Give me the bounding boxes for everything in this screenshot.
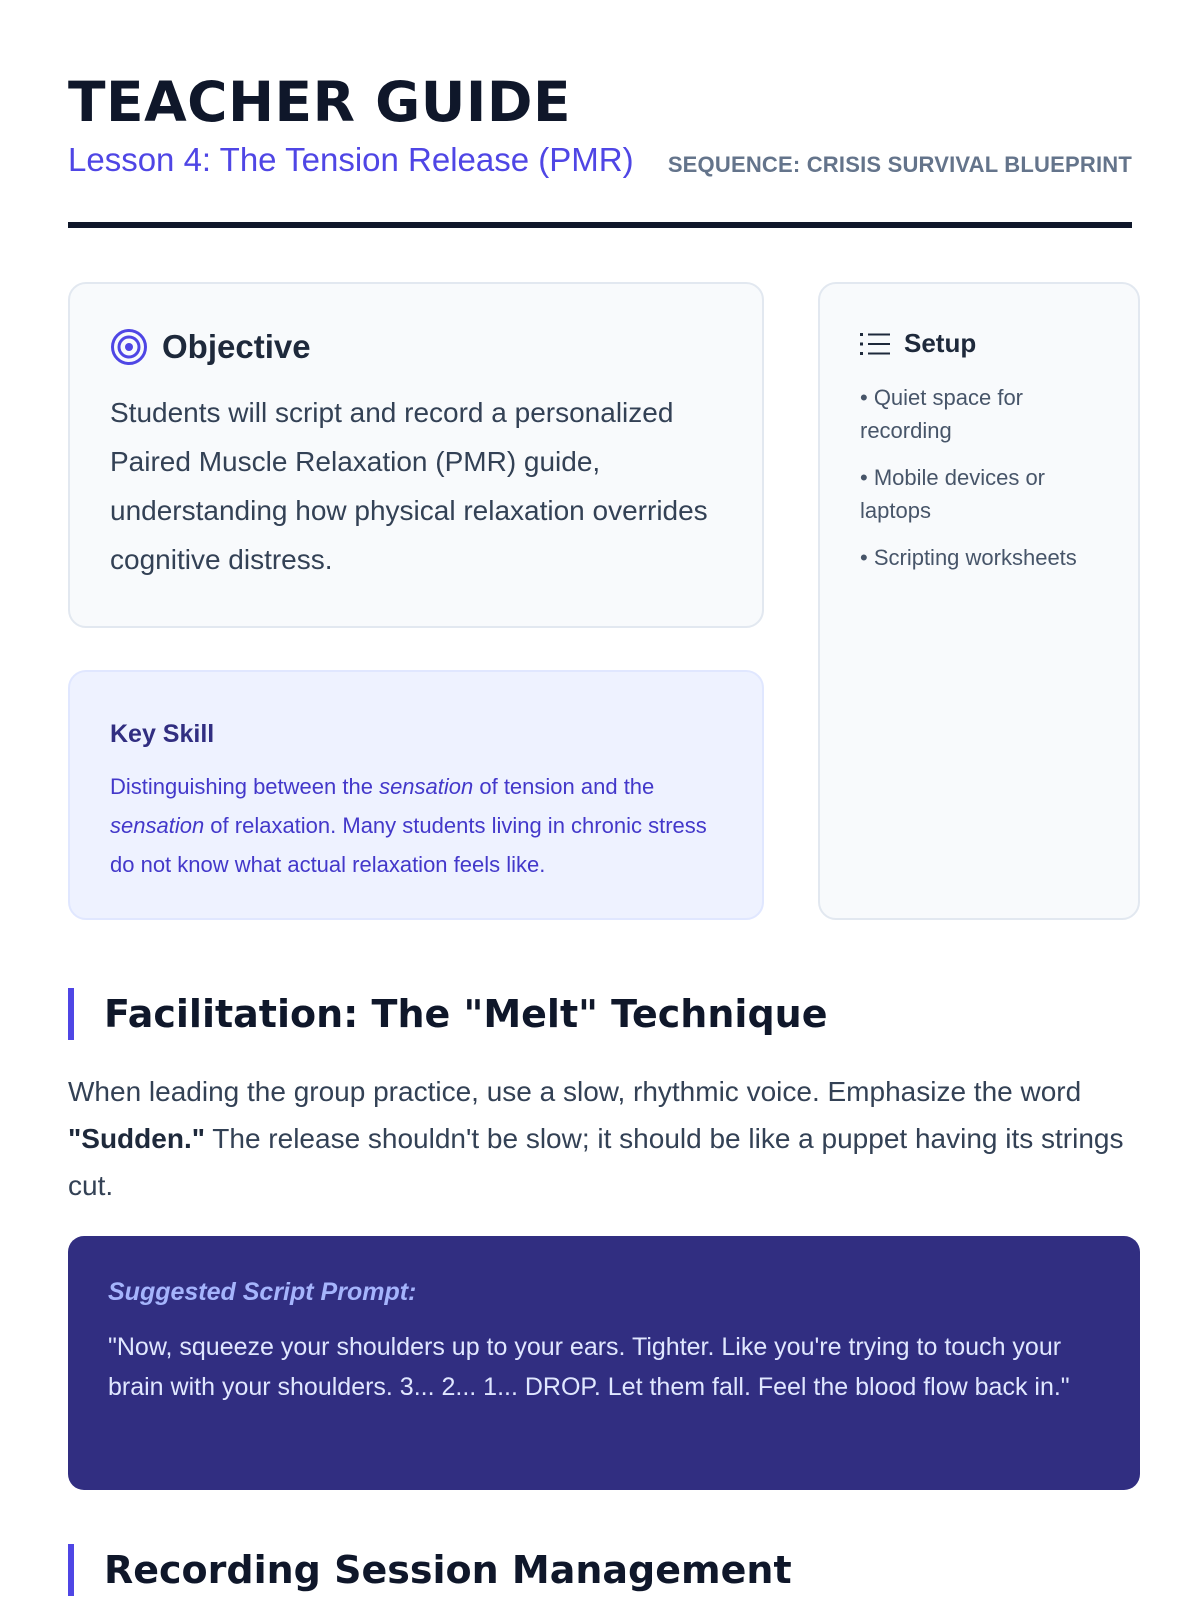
key-skill-title: Key Skill — [110, 720, 215, 748]
setup-heading — [860, 328, 1098, 359]
objective-title: Objective — [162, 328, 311, 365]
objective-card — [68, 282, 764, 628]
facilitation-text — [68, 1068, 1140, 1209]
target-icon — [110, 328, 148, 366]
lesson-title: Lesson 4: The Tension Release (PMR) — [68, 141, 634, 178]
key-skill-text — [110, 767, 722, 884]
recording-heading: Recording Session Management — [68, 1544, 792, 1596]
key-skill-text-part: of relaxation. Many students living in chronic stress do not know what actual relaxation feels like. — [110, 813, 707, 877]
facilitation-text-part: When leading the group practice, use a slow, rhythmic voice. Emphasize the word — [68, 1076, 1082, 1107]
script-prompt-box — [68, 1236, 1140, 1490]
key-skill-emphasis: sensation — [379, 774, 474, 799]
key-skill-text-part: of tension and the — [473, 774, 655, 799]
facilitation-emphasis: "Sudden." — [68, 1123, 205, 1154]
list-icon — [860, 331, 890, 357]
key-skill-emphasis: sensation — [110, 813, 205, 838]
page-title: TEACHER GUIDE — [68, 70, 572, 134]
key-skill-text-part: Distinguishing between the — [110, 774, 380, 799]
setup-title: Setup — [904, 328, 977, 358]
facilitation-text-part: The release shouldn't be slow; it should be like a puppet having its strings cut. — [68, 1123, 1124, 1201]
script-prompt-text: "Now, squeeze your shoulders up to your ears. Tighter. Like you're trying to touch your brain with your shoulders. 3... 2... 1... DROP. Let them fall. Feel the blood flow back in." — [108, 1333, 1070, 1401]
facilitation-heading: Facilitation: The "Melt" Technique — [68, 988, 827, 1040]
setup-item: • Quiet space for recording — [860, 385, 1024, 443]
objective-heading — [110, 328, 722, 366]
setup-item: • Mobile devices or laptops — [860, 465, 1046, 523]
sequence-label: SEQUENCE: CRISIS SURVIVAL BLUEPRINT — [667, 152, 1132, 177]
setup-list — [860, 381, 1098, 574]
setup-item: • Scripting worksheets — [860, 545, 1077, 570]
page-header — [68, 0, 1132, 228]
objective-text: Students will script and record a personalized Paired Muscle Relaxation (PMR) guide, understanding how physical relaxation overrides cognitive distress. — [110, 397, 708, 575]
setup-card — [818, 282, 1140, 920]
script-prompt-label: Suggested Script Prompt: — [108, 1278, 417, 1306]
overview-grid — [68, 282, 1140, 920]
key-skill-card — [68, 670, 764, 920]
